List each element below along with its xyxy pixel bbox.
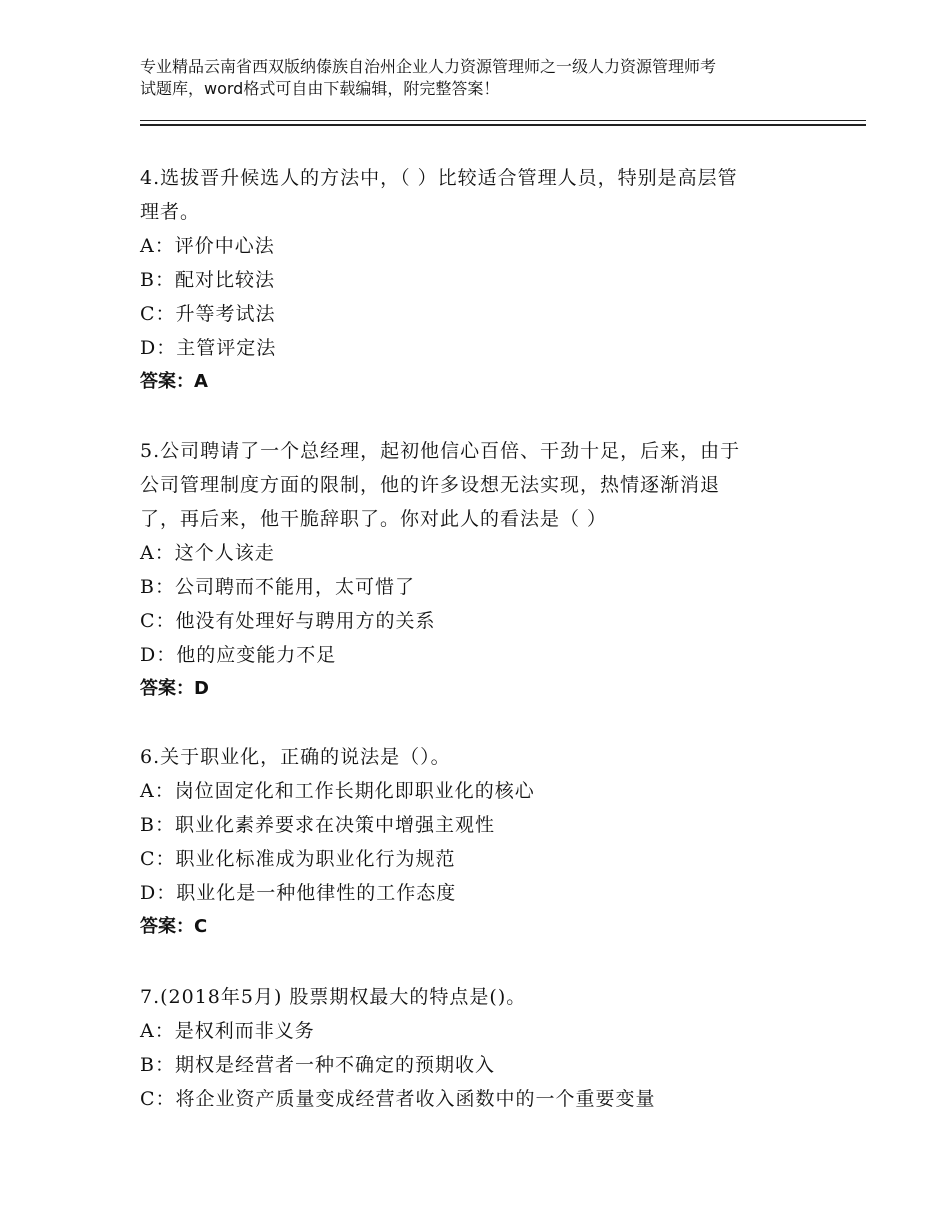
option-c: C：职业化标准成为职业化行为规范 (140, 848, 456, 870)
answer: 答案：D (140, 678, 209, 699)
header-title-line-2: 试题库，word格式可自由下载编辑，附完整答案！ (140, 79, 500, 98)
option-a: A：这个人该走 (140, 542, 275, 564)
answer: 答案：C (140, 916, 208, 937)
question-stem (140, 980, 820, 1014)
header-divider-thin (140, 120, 866, 121)
stem-line: 了，再后来，他干脆辞职了。你对此人的看法是（ ） (140, 508, 608, 530)
stem-line: 7.(2018年5月) 股票期权最大的特点是()。 (140, 986, 527, 1008)
question-4 (140, 161, 820, 399)
header-title-line-1: 专业精品云南省西双版纳傣族自治州企业人力资源管理师之一级人力资源管理师考 (140, 57, 717, 76)
option-d: D：他的应变能力不足 (140, 644, 337, 666)
option-b: B：配对比较法 (140, 269, 275, 291)
option-d: D：主管评定法 (140, 337, 277, 359)
option-d: D：职业化是一种他律性的工作态度 (140, 882, 457, 904)
question-7 (140, 980, 820, 1116)
option-b: B：公司聘而不能用，太可惜了 (140, 576, 415, 598)
stem-line: 4.选拔晋升候选人的方法中，（ ）比较适合管理人员，特别是高层管 (140, 167, 738, 189)
option-b: B：期权是经营者一种不确定的预期收入 (140, 1054, 495, 1076)
question-stem (140, 740, 820, 774)
stem-line: 6.关于职业化，正确的说法是（）。 (140, 746, 451, 768)
option-a: A：岗位固定化和工作长期化即职业化的核心 (140, 780, 535, 802)
option-a: A：评价中心法 (140, 235, 275, 257)
stem-line: 理者。 (140, 201, 201, 223)
option-c: C：升等考试法 (140, 303, 276, 325)
stem-line: 公司管理制度方面的限制，他的许多设想无法实现，热情逐渐消退 (140, 474, 721, 496)
question-6 (140, 740, 820, 944)
option-b: B：职业化素养要求在决策中增强主观性 (140, 814, 495, 836)
option-c: C：将企业资产质量变成经营者收入函数中的一个重要变量 (140, 1088, 656, 1110)
option-a: A：是权利而非义务 (140, 1020, 315, 1042)
answer: 答案：A (140, 371, 208, 392)
question-5 (140, 434, 820, 706)
question-stem (140, 161, 820, 229)
document-header (140, 56, 830, 100)
header-divider-thick (140, 124, 866, 126)
stem-line: 5.公司聘请了一个总经理，起初他信心百倍、干劲十足，后来，由于 (140, 440, 741, 462)
question-stem (140, 434, 820, 536)
option-c: C：他没有处理好与聘用方的关系 (140, 610, 436, 632)
